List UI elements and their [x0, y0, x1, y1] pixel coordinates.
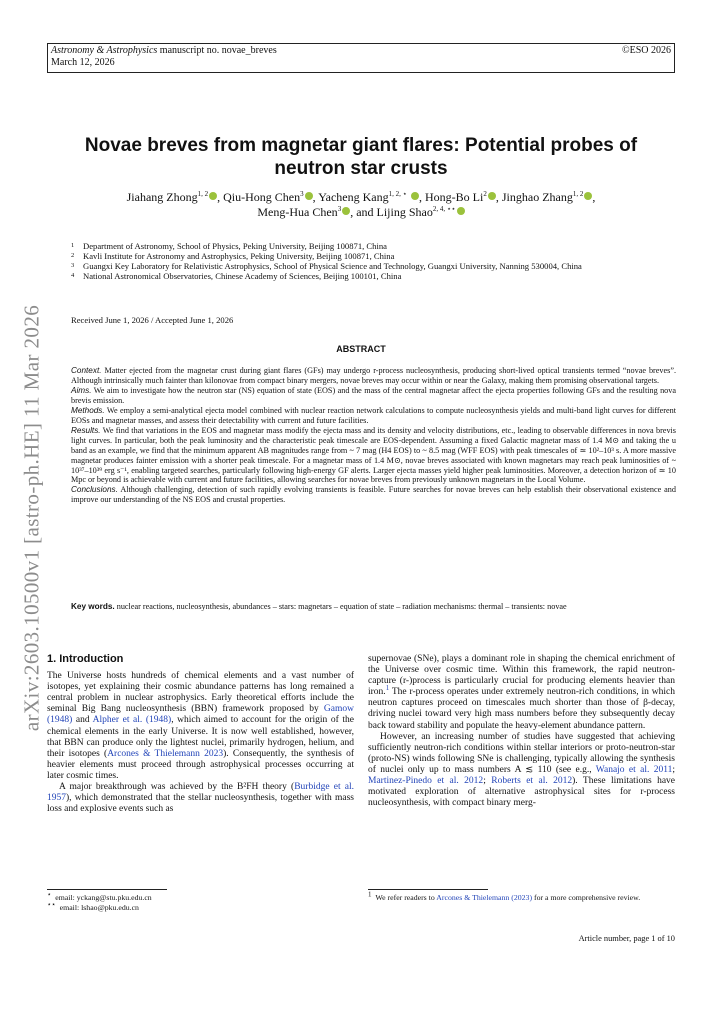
orcid-icon[interactable]	[209, 192, 217, 200]
orcid-icon[interactable]	[411, 192, 419, 200]
citation-link[interactable]: Wanajo et al. 2011	[595, 764, 673, 775]
paragraph: supernovae (SNe), plays a dominant role in shaping the chemical enrichment of the Universe over cosmic time. Within this framework, the rapid neutron-capture (r-)process is particularly crucial for producing elements heavier than iron.$^1$ The r-process operates under extremely neutron-rich conditions, in which neutron captures proceed on timescales much shorter than those of β-decay, driving nuclei toward very high mass numbers before they subsequently decay back toward stability and populate the heavy-element abundance pattern.	[368, 654, 675, 731]
paragraph: A major breakthrough was achieved by the B²FH theory (Burbidge et al. 1957), which demonstrated that the stellar nucleosynthesis, together with mass loss and explosive events such as	[47, 782, 354, 815]
copyright: ©ESO 2026	[622, 45, 671, 56]
right-column	[368, 654, 675, 809]
journal-name: Astronomy & Astrophysics	[51, 45, 158, 56]
footnote-rule	[47, 889, 167, 890]
citation-link[interactable]: (1948)	[47, 715, 73, 726]
abstract-results: Results. We find that variations in the EOS and magnetar mass modify the ejecta mass and its density and velocity distributions, etc., leading to observable differences in nova brevis light curves. In particular, both the peak luminosity and the characteristic peak timescale are EOS-dependent. Assuming a fixed Galactic magnetar mass of 1.4 M⊙ and taking the u band as an example, we find that the minimum apparent AB magnitudes range from ~ 7 mag (H4 EOS) to ~ 8.5 mag (WFF EOS) with peak timescales of ≃ 10²–10³ s. A more massive magnetar produces fainter emission with a shorter peak timescale. For a magnetar mass of 1.4 M⊙, novae breves associated with known magnetars may reach peak luminosities of ~ 10³⁷–10³⁹ erg s⁻¹, enabling targeted searches, particularly following high-energy GF alerts. Larger ejecta masses yield higher peak luminosities. Moreover, a detection horizon of ≃ 10 Mpc or beyond is achievable with current and future facilities, allowing searches for novae breves from previously unknown magnetars in the Local Volume.	[71, 425, 676, 485]
author[interactable]: Qiu-Hong Chen$^3$	[223, 190, 313, 204]
manuscript-date: March 12, 2026	[51, 57, 115, 68]
footnote-right: $^1$ We refer readers to Arcones & Thielemann (2023) for a more comprehensive review.	[368, 890, 641, 902]
orcid-icon[interactable]	[305, 192, 313, 200]
keywords: Key words. nuclear reactions, nucleosynthesis, abundances – stars: magnetars – equation of state – radiation mechanisms: thermal – transients: novae	[71, 602, 567, 611]
affiliations	[71, 241, 676, 281]
footnotes-left	[47, 890, 354, 913]
page-footer: Article number, page 1 of 10	[578, 934, 675, 943]
paragraph: However, an increasing number of studies have suggested that achieving sufficiently neutron-rich conditions within stellar interiors or proto-neutron-star (proto-NS) winds following SNe is challenging, typically allowing the synthesis of nuclei only up to mass numbers A ≲ 110 (see e.g., Wanajo et al. 2011; Martinez-Pinedo et al. 2012; Roberts et al. 2012). These limitations have motivated exploration of alternative astrophysical sites for r-process nucleosynthesis, with compact binary merg-	[368, 731, 676, 809]
abstract-conclusions: Conclusions. Although challenging, detection of such rapidly evolving transients is feasible. Future searches for novae breves can help establish their observational existence and improve our understanding of the NS EOS and crustal properties.	[71, 485, 676, 505]
citation-link[interactable]: Alpher et al. (1948)	[92, 715, 172, 726]
affiliation: 3 Guangxi Key Laboratory for Relativistic Astrophysics, School of Physical Science and Technology, Guangxi University, Nanning 530004, China	[71, 261, 582, 271]
citation-link[interactable]: Arcones & Thielemann (2023)	[436, 893, 533, 902]
author[interactable]: Hong-Bo Li$^2$	[425, 190, 496, 204]
manuscript-header	[47, 43, 675, 73]
citation-link[interactable]: Martinez-Pinedo et al. 2012	[368, 776, 484, 787]
author[interactable]: Jinghao Zhang$^{1, 2}$	[502, 190, 593, 204]
left-column	[47, 654, 354, 815]
author[interactable]: Yacheng Kang$^{1, 2, ⋆}$	[318, 190, 419, 204]
author[interactable]: Meng-Hua Chen$^3$	[257, 205, 350, 219]
orcid-icon[interactable]	[488, 192, 496, 200]
paragraph: The Universe hosts hundreds of chemical elements and a vast number of isotopes, yet explaining their cosmic abundance patterns has long remained a central problem in nuclear astrophysics. Early theoretical efforts include the seminal Big Bang nucleosynthesis (BBN) framework proposed by Gamow (1948) and Alpher et al. (1948), which aimed to account for the origin of the chemical elements in the early Universe. It is now well established, however, that BBN can produce only the lightest nuclei, primarily hydrogen, helium, and their isotopes (Arcones & Thielemann 2023). Consequently, the synthesis of heavier elements must proceed through astrophysical processes occurring at later cosmic times.	[47, 671, 354, 781]
footnote-rule	[368, 889, 488, 890]
section-title: 1. Introduction	[47, 653, 124, 665]
abstract-methods: Methods. We employ a semi-analytical ejecta model combined with nuclear reaction network calculations to compute nucleosynthesis yields and multi-band light curves for different EOSs and magnetar masses, and assess their detectability with current and future facilities.	[71, 405, 676, 425]
arxiv-stamp	[12, 268, 52, 768]
orcid-icon[interactable]	[457, 207, 465, 215]
manuscript-id: manuscript no. novae_breves	[157, 45, 277, 56]
arxiv-stamp-text: arXiv:2603.10500v1 [astro-ph.HE] 11 Mar 2026	[19, 304, 44, 732]
footnote: ⋆⋆ email: lshao@pku.edu.cn	[47, 900, 139, 912]
orcid-icon[interactable]	[342, 207, 350, 215]
paper-title: Novae breves from magnetar giant flares: Potential probes of neutron star crusts	[84, 135, 638, 179]
citation-link[interactable]: Arcones & Thielemann 2023	[107, 748, 224, 759]
citation-link[interactable]: Roberts et al. 2012	[491, 776, 573, 787]
citation-link[interactable]: Burbidge et al. 1957	[47, 782, 354, 804]
footnote: ⋆ email: yckang@stu.pku.edu.cn	[47, 890, 152, 902]
abstract-context: Context. Matter ejected from the magnetar crust during giant flares (GFs) may undergo r-process nucleosynthesis, producing short-lived optical transients termed “novae breves”. Although intrinsically much fainter than kilonovae from compact binary mergers, novae breves may occur within or near the Galaxy, making them promising observational targets.	[71, 366, 676, 385]
footnote-marker[interactable]: 1	[385, 684, 390, 693]
received-date: Received June 1, 2026 / Accepted June 1, 2026	[71, 315, 234, 325]
author-list: Jiahang Zhong$^{1, 2}$ , Qiu-Hong Chen$^3$ , Yacheng Kang$^{1, 2, ⋆}$ , Hong-Bo Li$^2$ , Jinghao Zhang$^{1, 2}$ , Meng-Hua Chen$^3$ , and Lijing Shao$^{2, 4, ⋆⋆}$	[126, 190, 596, 219]
author[interactable]: Jiahang Zhong$^{1, 2}$	[127, 190, 218, 204]
abstract-aims: Aims. We aim to investigate how the neutron star (NS) equation of state (EOS) and the mass of the central magnetar affect the ejecta properties following GFs and the resulting nova brevis emission.	[71, 385, 676, 405]
abstract-body	[71, 366, 676, 505]
affiliation: 1 Department of Astronomy, School of Physics, Peking University, Beijing 100871, China	[71, 241, 387, 251]
affiliation: 2 Kavli Institute for Astronomy and Astrophysics, Peking University, Beijing 100871, China	[71, 251, 395, 261]
citation-link[interactable]: Gamow	[323, 704, 354, 715]
affiliation: 4 National Astronomical Observatories, Chinese Academy of Sciences, Beijing 100101, China	[71, 271, 402, 281]
abstract-heading: ABSTRACT	[336, 344, 386, 354]
author[interactable]: Lijing Shao$^{2, 4, ⋆⋆}$	[377, 205, 465, 219]
